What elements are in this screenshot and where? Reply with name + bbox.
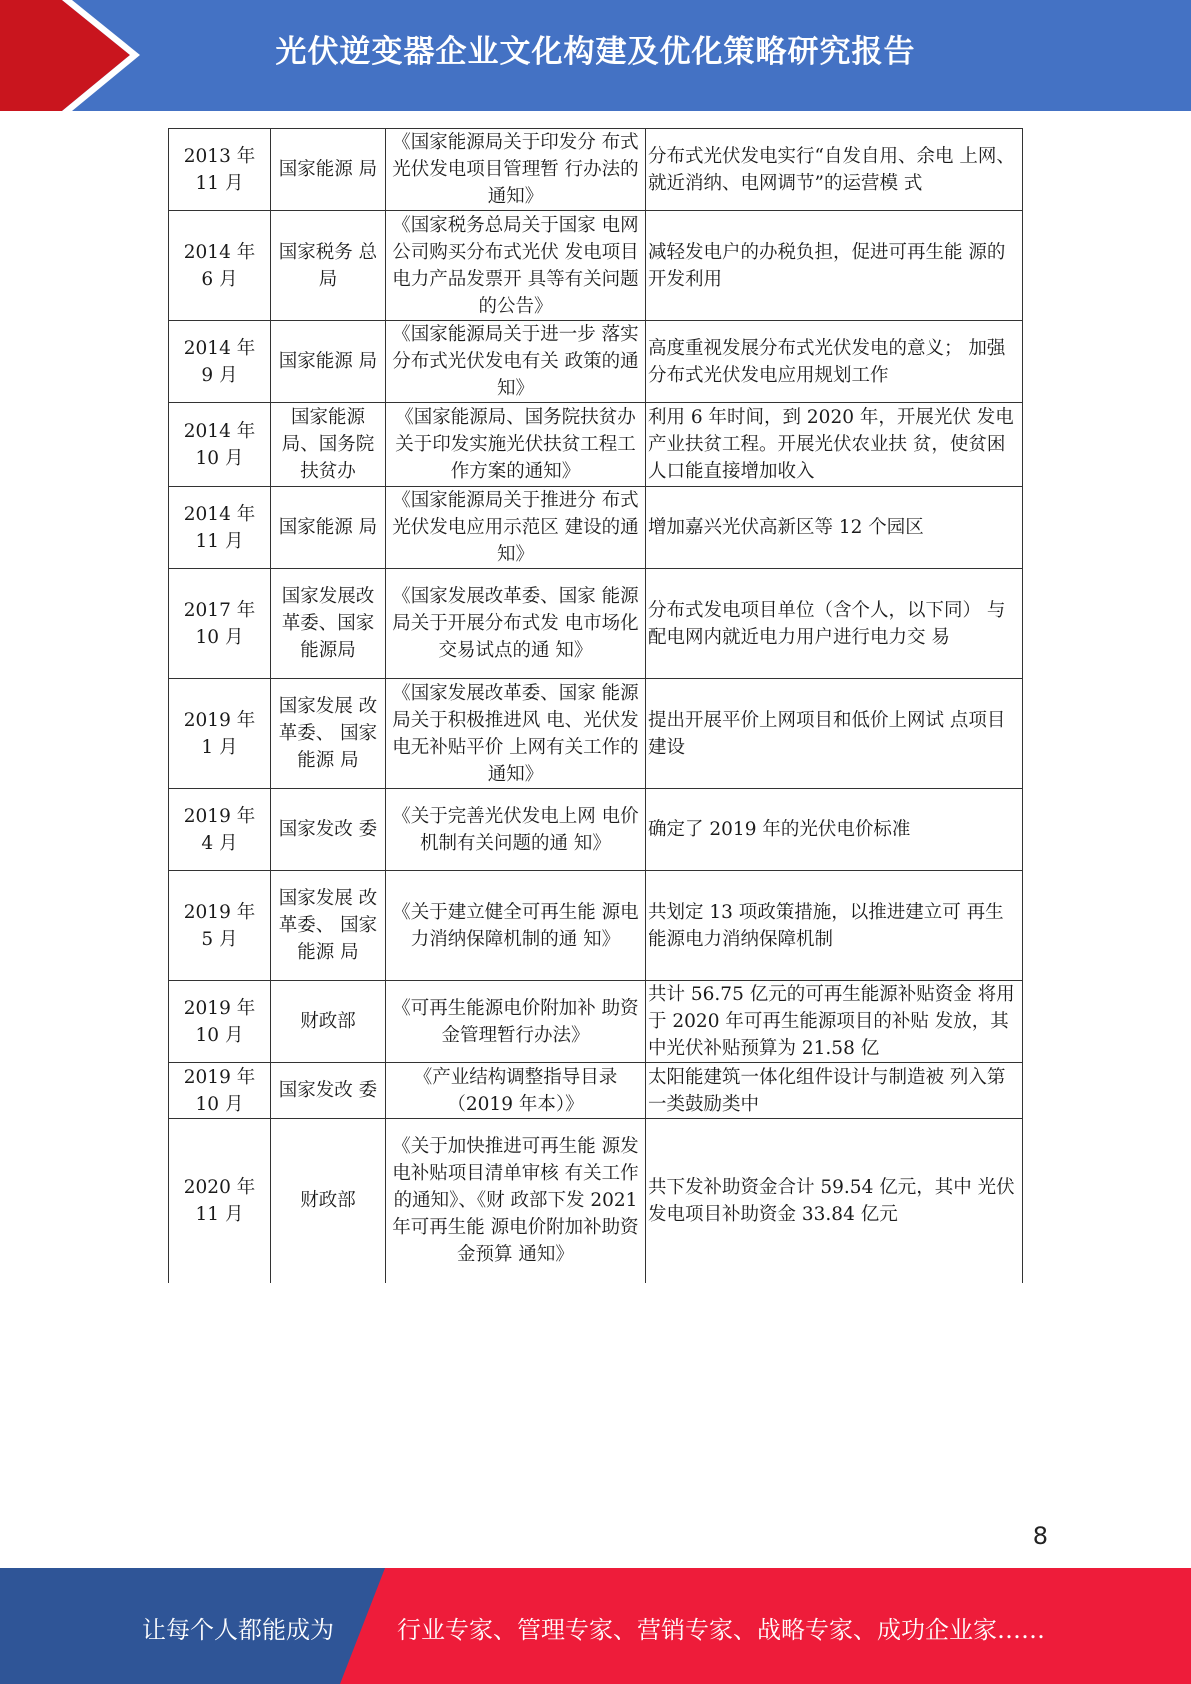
date-cell: 2014 年 11 月 (169, 487, 271, 569)
desc-cell: 共下发补助资金合计 59.54 亿元，其中 光伏发电项目补助资金 33.84 亿元 (646, 1119, 1023, 1283)
date-cell: 2017 年 10 月 (169, 569, 271, 679)
table-row (169, 871, 1023, 981)
desc-cell: 增加嘉兴光伏高新区等 12 个园区 (646, 487, 1023, 569)
org-cell: 国家发改 委 (271, 1063, 386, 1119)
org-cell: 财政部 (271, 981, 386, 1063)
doc-cell: 《国家税务总局关于国家 电网公司购买分布式光伏 发电项目电力产品发票开 具等有关问题的公告》 (386, 211, 646, 321)
date-cell: 2014 年 9 月 (169, 321, 271, 403)
org-cell: 国家能源局、国务院扶贫办 (271, 403, 386, 487)
table-row (169, 321, 1023, 403)
date-cell: 2019 年 4 月 (169, 789, 271, 871)
desc-cell: 分布式光伏发电实行“自发自用、余电 上网、就近消纳、电网调节”的运营模 式 (646, 129, 1023, 211)
desc-cell: 太阳能建筑一体化组件设计与制造被 列入第一类鼓励类中 (646, 1063, 1023, 1119)
doc-cell: 《国家能源局关于推进分 布式光伏发电应用示范区 建设的通知》 (386, 487, 646, 569)
org-cell: 国家发展 改革委、 国家能源 局 (271, 871, 386, 981)
date-cell: 2019 年 5 月 (169, 871, 271, 981)
table-row (169, 789, 1023, 871)
table-row (169, 403, 1023, 487)
desc-cell: 分布式发电项目单位（含个人，以下同） 与配电网内就近电力用户进行电力交 易 (646, 569, 1023, 679)
page-header (0, 0, 1191, 111)
doc-cell: 《可再生能源电价附加补 助资金管理暂行办法》 (386, 981, 646, 1063)
footer-slogan-right: 行业专家、管理专家、营销专家、战略专家、成功企业家…… (397, 1616, 1045, 1644)
date-cell: 2013 年 11 月 (169, 129, 271, 211)
date-cell: 2014 年 6 月 (169, 211, 271, 321)
table-row (169, 569, 1023, 679)
date-cell: 2019 年 1 月 (169, 679, 271, 789)
doc-cell: 《国家能源局关于印发分 布式光伏发电项目管理暂 行办法的通知》 (386, 129, 646, 211)
doc-cell: 《国家发展改革委、国家 能源局关于开展分布式发 电市场化交易试点的通 知》 (386, 569, 646, 679)
doc-cell: 《产业结构调整指导目录 （2019 年本）》 (386, 1063, 646, 1119)
table-row (169, 1063, 1023, 1119)
org-cell: 国家发展 改革委、 国家能源 局 (271, 679, 386, 789)
doc-cell: 《关于加快推进可再生能 源发电补贴项目清单审核 有关工作的通知》、《财 政部下发 2021 年可再生能 源电价附加补助资金预算 通知》 (386, 1119, 646, 1283)
desc-cell: 利用 6 年时间，到 2020 年，开展光伏 发电产业扶贫工程。开展光伏农业扶 贫，使贫困人口能直接增加收入 (646, 403, 1023, 487)
table-row (169, 981, 1023, 1063)
desc-cell: 确定了 2019 年的光伏电价标准 (646, 789, 1023, 871)
doc-cell: 《国家能源局、国务院扶贫办关于印发实施光伏扶贫工程工作方案的通知》 (386, 403, 646, 487)
org-cell: 国家发改 委 (271, 789, 386, 871)
doc-cell: 《关于完善光伏发电上网 电价机制有关问题的通 知》 (386, 789, 646, 871)
page-number: 8 (1032, 1522, 1048, 1550)
doc-cell: 《关于建立健全可再生能 源电力消纳保障机制的通 知》 (386, 871, 646, 981)
desc-cell: 共划定 13 项政策措施，以推进建立可 再生能源电力消纳保障机制 (646, 871, 1023, 981)
doc-cell: 《国家发展改革委、国家 能源局关于积极推进风 电、光伏发电无补贴平价 上网有关工作的通知》 (386, 679, 646, 789)
table-row (169, 487, 1023, 569)
desc-cell: 提出开展平价上网项目和低价上网试 点项目建设 (646, 679, 1023, 789)
org-cell: 国家税务 总局 (271, 211, 386, 321)
org-cell: 财政部 (271, 1119, 386, 1283)
table-row (169, 211, 1023, 321)
org-cell: 国家发展改革委、国家能源局 (271, 569, 386, 679)
desc-cell: 高度重视发展分布式光伏发电的意义； 加强分布式光伏发电应用规划工作 (646, 321, 1023, 403)
table-row (169, 1119, 1023, 1283)
doc-cell: 《国家能源局关于进一步 落实分布式光伏发电有关 政策的通知》 (386, 321, 646, 403)
desc-cell: 减轻发电户的办税负担，促进可再生能 源的开发利用 (646, 211, 1023, 321)
date-cell: 2020 年 11 月 (169, 1119, 271, 1283)
table-row (169, 129, 1023, 211)
policy-table (168, 128, 1023, 1283)
table-row (169, 679, 1023, 789)
report-title: 光伏逆变器企业文化构建及优化策略研究报告 (275, 34, 916, 70)
org-cell: 国家能源 局 (271, 487, 386, 569)
org-cell: 国家能源 局 (271, 321, 386, 403)
date-cell: 2019 年 10 月 (169, 1063, 271, 1119)
org-cell: 国家能源 局 (271, 129, 386, 211)
desc-cell: 共计 56.75 亿元的可再生能源补贴资金 将用于 2020 年可再生能源项目的补贴 发放，其中光伏补贴预算为 21.58 亿 (646, 981, 1023, 1063)
date-cell: 2019 年 10 月 (169, 981, 271, 1063)
footer-slogan-left: 让每个人都能成为 (142, 1616, 334, 1644)
page-footer (0, 1568, 1191, 1684)
date-cell: 2014 年 10 月 (169, 403, 271, 487)
